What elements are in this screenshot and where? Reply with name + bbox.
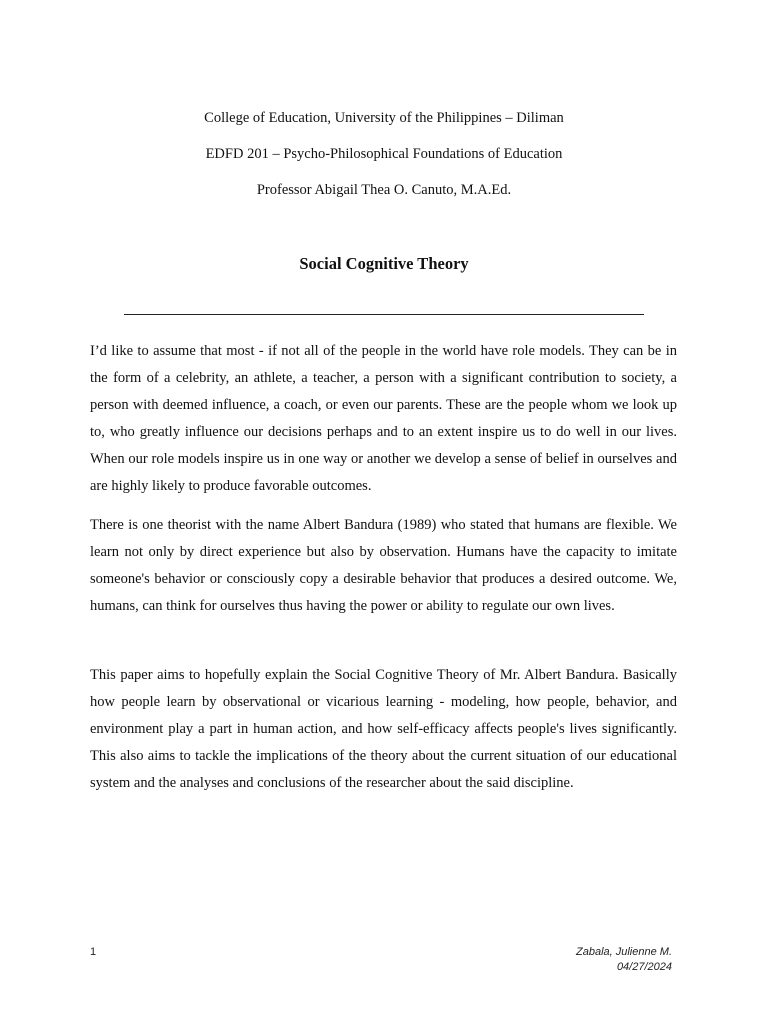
document-date: 04/27/2024 bbox=[616, 961, 672, 973]
paragraph-2: There is one theorist with the name Albert Bandura (1989) who stated that humans are flexible. We learn not only by direct experience but also by observation. Humans have the capacity to imitate someone's behavior or consciously copy a desirable behavior that produces a desired outcome. We, humans, can think for ourselves thus having the power or ability to regulate our own lives. bbox=[90, 517, 677, 614]
paragraph-1: I’d like to assume that most - if not all of the people in the world have role models. They can be in the form of a celebrity, an athlete, a teacher, a person with a significant contribution to society, a person with deemed influence, a coach, or even our parents. These are the people whom we look up to, who greatly influence our decisions perhaps and to an extent inspire us to do well in our lives. When our role models inspire us in one way or another we develop a sense of belief in ourselves and are highly likely to produce favorable outcomes. bbox=[90, 343, 677, 494]
institution-line: College of Education, University of the Philippines – Diliman bbox=[204, 110, 564, 126]
document-title: Social Cognitive Theory bbox=[299, 254, 469, 273]
author-block bbox=[576, 945, 672, 975]
course-line: EDFD 201 – Psycho-Philosophical Foundations of Education bbox=[205, 146, 563, 162]
paragraph-3: This paper aims to hopefully explain the Social Cognitive Theory of Mr. Albert Bandura. Basically how people learn by observational or vicarious learning - modeling, how people, behavior, and environment play a part in human action, and how self-efficacy affects people's lives significantly. This also aims to tackle the implications of the theory about the current situation of our educational system and the analyses and conclusions of the researcher about the said discipline. bbox=[90, 667, 677, 791]
author-name: Zabala, Julienne M. bbox=[576, 946, 672, 958]
professor-line: Professor Abigail Thea O. Canuto, M.A.Ed. bbox=[256, 182, 512, 198]
title-divider bbox=[124, 314, 644, 315]
page-number: 1 bbox=[90, 946, 97, 958]
